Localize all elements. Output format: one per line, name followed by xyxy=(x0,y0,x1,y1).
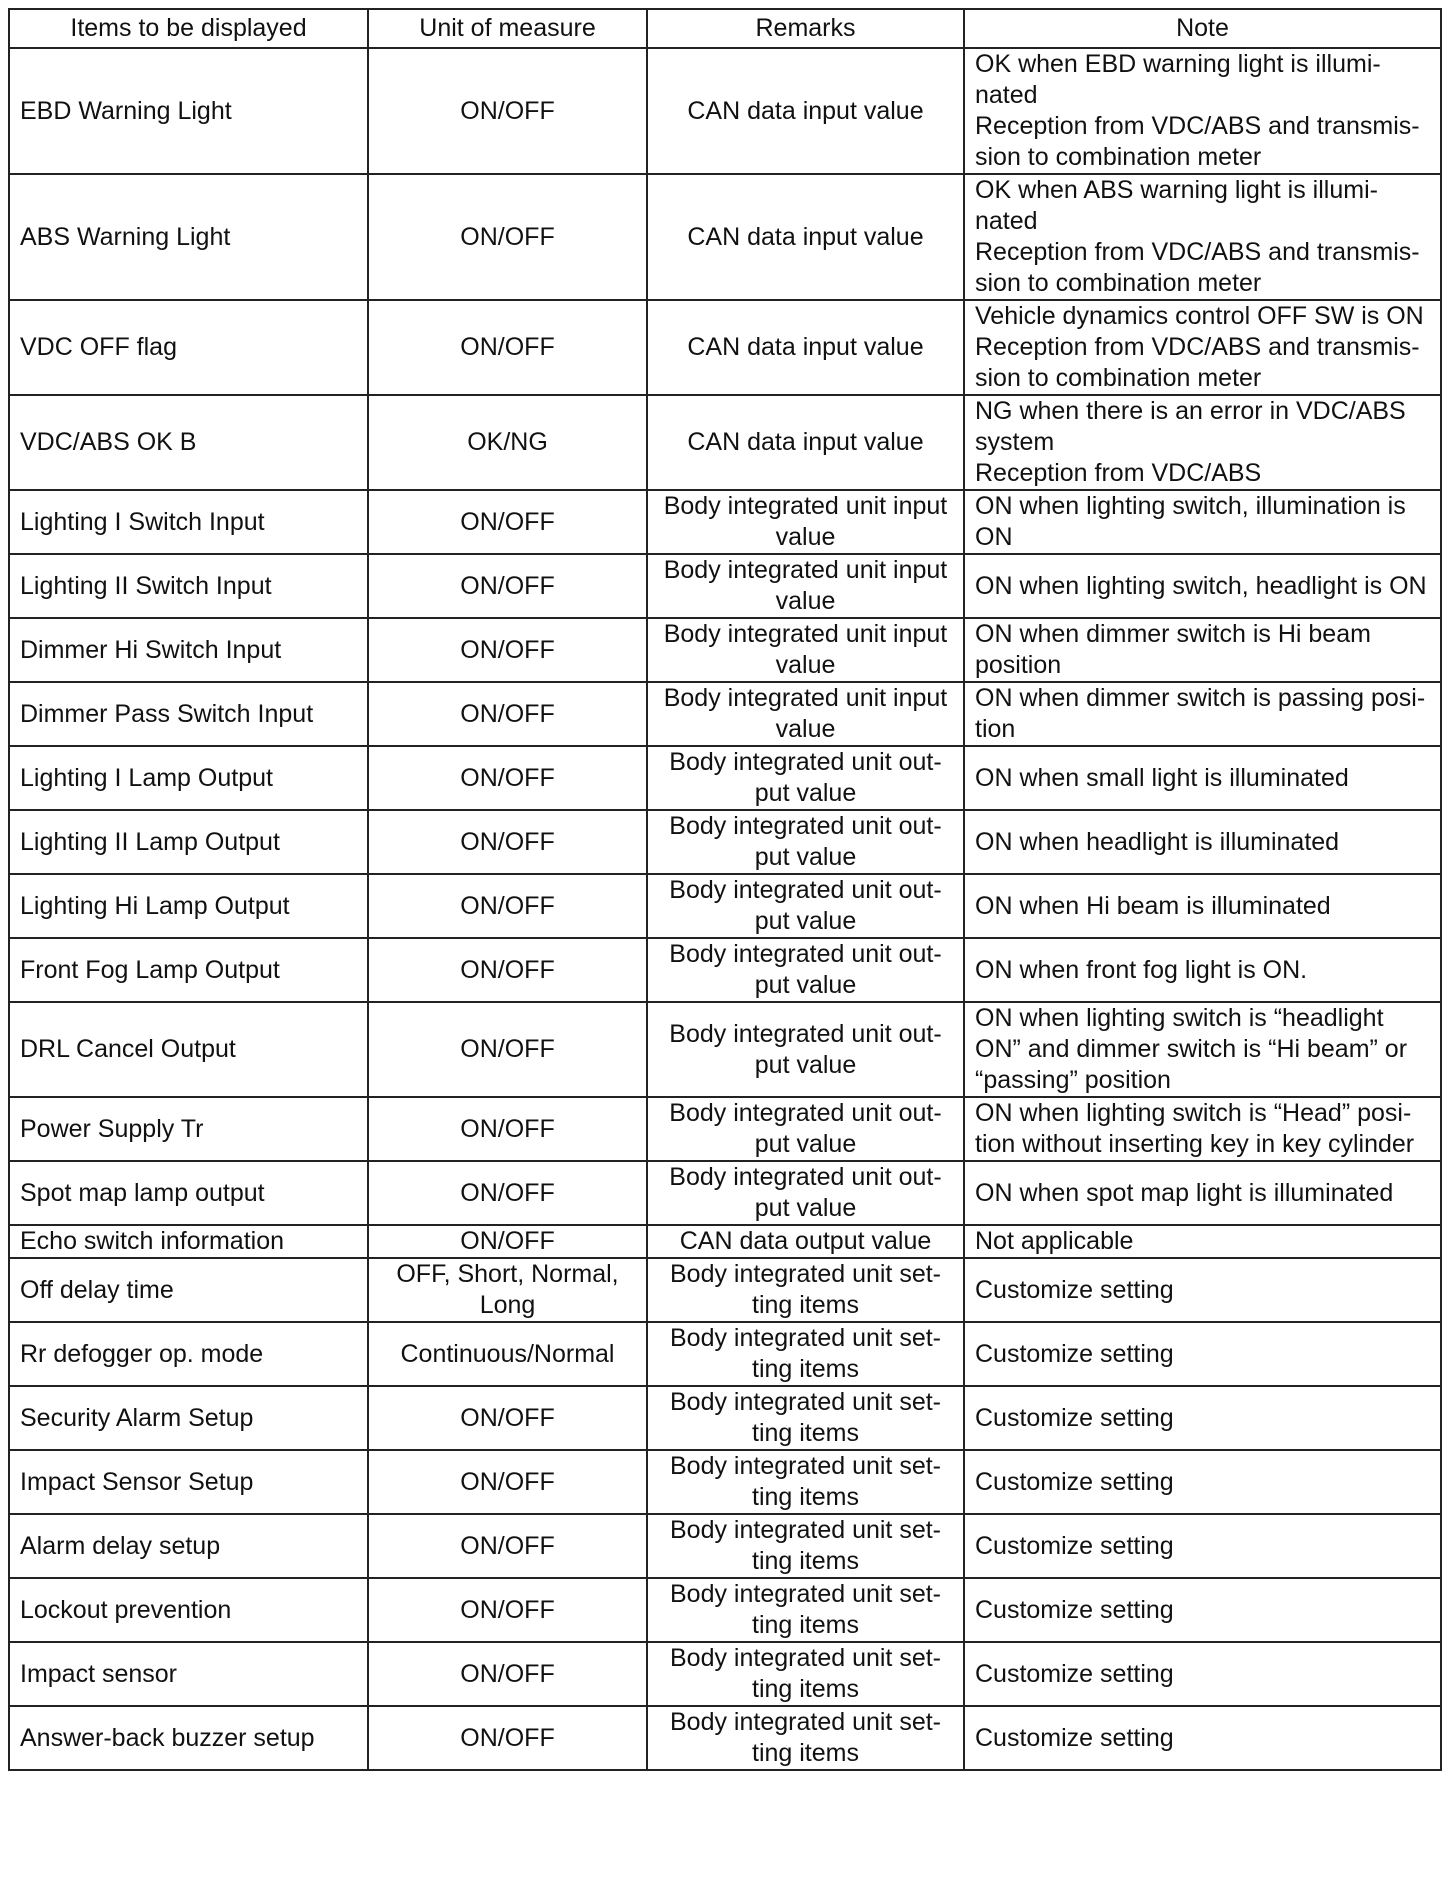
note-line: ON” and dimmer switch is “Hi beam” or xyxy=(975,1035,1408,1063)
cell-unit: ON/OFF xyxy=(368,1097,647,1161)
cell-unit: Continuous/Normal xyxy=(368,1322,647,1386)
cell-remarks: Body integrated unit out-put value xyxy=(647,1002,964,1097)
note-line: Reception from VDC/ABS and transmis- xyxy=(975,238,1420,266)
note-line: system xyxy=(975,428,1055,456)
cell-remarks: Body integrated unit set-ting items xyxy=(647,1322,964,1386)
cell-unit: ON/OFF xyxy=(368,1642,647,1706)
cell-unit: ON/OFF xyxy=(368,490,647,554)
table-row xyxy=(9,1386,1441,1450)
table-header-row xyxy=(9,9,1441,48)
cell-remarks: Body integrated unit out-put value xyxy=(647,1097,964,1161)
note-line: ON when lighting switch is “headlight xyxy=(975,1004,1384,1032)
cell-unit: ON/OFF xyxy=(368,746,647,810)
table-row xyxy=(9,618,1441,682)
cell-note xyxy=(964,1706,1441,1770)
table-row xyxy=(9,746,1441,810)
cell-note xyxy=(964,1002,1441,1097)
cell-note xyxy=(964,1450,1441,1514)
table-row xyxy=(9,48,1441,174)
cell-item: DRL Cancel Output xyxy=(9,1002,368,1097)
cell-item: VDC/ABS OK B xyxy=(9,395,368,490)
cell-item: Spot map lamp output xyxy=(9,1161,368,1225)
cell-item: Lighting I Switch Input xyxy=(9,490,368,554)
cell-note xyxy=(964,810,1441,874)
cell-item: Power Supply Tr xyxy=(9,1097,368,1161)
note-line: ON when spot map light is illuminated xyxy=(975,1178,1394,1207)
cell-note xyxy=(964,48,1441,174)
note-line: OK when EBD warning light is illumi- xyxy=(975,50,1381,78)
note-line: sion to combination meter xyxy=(975,269,1262,297)
table-row xyxy=(9,810,1441,874)
cell-item: Answer-back buzzer setup xyxy=(9,1706,368,1770)
cell-note xyxy=(964,1097,1441,1161)
header-note: Note xyxy=(964,9,1441,48)
cell-unit: ON/OFF xyxy=(368,682,647,746)
note-line: Vehicle dynamics control OFF SW is ON xyxy=(975,302,1424,330)
cell-unit: ON/OFF xyxy=(368,554,647,618)
note-line: Customize setting xyxy=(975,1275,1174,1304)
cell-note xyxy=(964,300,1441,395)
cell-unit: ON/OFF xyxy=(368,1225,647,1258)
table-row xyxy=(9,1706,1441,1770)
cell-remarks: Body integrated unit input value xyxy=(647,682,964,746)
note-line: Customize setting xyxy=(975,1339,1174,1368)
cell-unit: ON/OFF xyxy=(368,1578,647,1642)
cell-remarks: Body integrated unit set-ting items xyxy=(647,1450,964,1514)
cell-unit: ON/OFF xyxy=(368,1514,647,1578)
note-line: Customize setting xyxy=(975,1659,1174,1688)
note-line: ON when small light is illuminated xyxy=(975,763,1349,792)
cell-unit: ON/OFF xyxy=(368,1386,647,1450)
note-line: ON when lighting switch is “Head” posi- xyxy=(975,1099,1412,1127)
header-items-to-be-displayed: Items to be displayed xyxy=(9,9,368,48)
table-row xyxy=(9,1514,1441,1578)
cell-unit: ON/OFF xyxy=(368,174,647,300)
note-line: “passing” position xyxy=(975,1066,1171,1094)
cell-note xyxy=(964,746,1441,810)
note-line: ON when lighting switch, headlight is ON xyxy=(975,571,1427,600)
note-line: tion xyxy=(975,715,1016,743)
cell-note xyxy=(964,1322,1441,1386)
header-unit-of-measure: Unit of measure xyxy=(368,9,647,48)
data-monitor-table-container xyxy=(8,8,1440,1771)
table-row xyxy=(9,395,1441,490)
note-line: Reception from VDC/ABS and transmis- xyxy=(975,333,1420,361)
note-line: ON when headlight is illuminated xyxy=(975,827,1340,856)
note-line: Not applicable xyxy=(975,1227,1134,1255)
note-line: nated xyxy=(975,81,1038,109)
cell-remarks: Body integrated unit out-put value xyxy=(647,874,964,938)
cell-item: Lighting II Switch Input xyxy=(9,554,368,618)
note-line: Reception from VDC/ABS and transmis- xyxy=(975,112,1420,140)
table-row xyxy=(9,1258,1441,1322)
table-row xyxy=(9,1002,1441,1097)
note-line: OK when ABS warning light is illumi- xyxy=(975,176,1378,204)
cell-remarks: Body integrated unit input value xyxy=(647,618,964,682)
table-row xyxy=(9,1161,1441,1225)
cell-item: Echo switch information xyxy=(9,1225,368,1258)
cell-unit: OFF, Short, Normal, Long xyxy=(368,1258,647,1322)
note-line: Customize setting xyxy=(975,1723,1174,1752)
cell-item: Front Fog Lamp Output xyxy=(9,938,368,1002)
cell-note xyxy=(964,174,1441,300)
note-line: ON when dimmer switch is Hi beam xyxy=(975,620,1371,648)
note-line: ON when lighting switch, illumination is xyxy=(975,492,1406,520)
cell-unit: ON/OFF xyxy=(368,938,647,1002)
cell-remarks: CAN data input value xyxy=(647,48,964,174)
table-body xyxy=(9,48,1441,1770)
note-line: NG when there is an error in VDC/ABS xyxy=(975,397,1406,425)
cell-item: Alarm delay setup xyxy=(9,1514,368,1578)
table-row xyxy=(9,682,1441,746)
cell-remarks: Body integrated unit out-put value xyxy=(647,810,964,874)
cell-note xyxy=(964,938,1441,1002)
cell-remarks: Body integrated unit input value xyxy=(647,554,964,618)
table-row xyxy=(9,1225,1441,1258)
cell-remarks: CAN data output value xyxy=(647,1225,964,1258)
note-line: Customize setting xyxy=(975,1467,1174,1496)
note-line: ON when front fog light is ON. xyxy=(975,955,1308,984)
cell-note xyxy=(964,1225,1441,1258)
table-row xyxy=(9,874,1441,938)
table-row xyxy=(9,938,1441,1002)
cell-item: Lighting Hi Lamp Output xyxy=(9,874,368,938)
cell-unit: ON/OFF xyxy=(368,810,647,874)
cell-item: Off delay time xyxy=(9,1258,368,1322)
note-line: position xyxy=(975,651,1062,679)
cell-remarks: Body integrated unit set-ting items xyxy=(647,1258,964,1322)
cell-unit: ON/OFF xyxy=(368,48,647,174)
table-row xyxy=(9,1322,1441,1386)
cell-unit: ON/OFF xyxy=(368,618,647,682)
cell-unit: ON/OFF xyxy=(368,1706,647,1770)
cell-item: Lighting I Lamp Output xyxy=(9,746,368,810)
cell-unit: ON/OFF xyxy=(368,1450,647,1514)
cell-unit: OK/NG xyxy=(368,395,647,490)
cell-item: Lighting II Lamp Output xyxy=(9,810,368,874)
cell-remarks: Body integrated unit set-ting items xyxy=(647,1578,964,1642)
cell-note xyxy=(964,874,1441,938)
cell-note xyxy=(964,1386,1441,1450)
cell-note xyxy=(964,1642,1441,1706)
cell-note xyxy=(964,395,1441,490)
cell-remarks: Body integrated unit set-ting items xyxy=(647,1642,964,1706)
note-line: Customize setting xyxy=(975,1595,1174,1624)
cell-remarks: CAN data input value xyxy=(647,395,964,490)
cell-unit: ON/OFF xyxy=(368,300,647,395)
cell-remarks: Body integrated unit out-put value xyxy=(647,938,964,1002)
cell-item: Dimmer Pass Switch Input xyxy=(9,682,368,746)
cell-item: ABS Warning Light xyxy=(9,174,368,300)
cell-remarks: Body integrated unit input value xyxy=(647,490,964,554)
table-row xyxy=(9,1578,1441,1642)
cell-note xyxy=(964,682,1441,746)
note-line: ON xyxy=(975,523,1013,551)
cell-item: Impact sensor xyxy=(9,1642,368,1706)
cell-remarks: Body integrated unit set-ting items xyxy=(647,1514,964,1578)
cell-item: Security Alarm Setup xyxy=(9,1386,368,1450)
note-line: Customize setting xyxy=(975,1531,1174,1560)
note-line: ON when dimmer switch is passing posi- xyxy=(975,684,1426,712)
table-row xyxy=(9,174,1441,300)
cell-item: Impact Sensor Setup xyxy=(9,1450,368,1514)
cell-note xyxy=(964,618,1441,682)
cell-note xyxy=(964,1258,1441,1322)
cell-note xyxy=(964,490,1441,554)
table-row xyxy=(9,490,1441,554)
table-row xyxy=(9,300,1441,395)
header-remarks: Remarks xyxy=(647,9,964,48)
note-line: sion to combination meter xyxy=(975,143,1262,171)
cell-remarks: CAN data input value xyxy=(647,300,964,395)
cell-item: Lockout prevention xyxy=(9,1578,368,1642)
cell-remarks: CAN data input value xyxy=(647,174,964,300)
table-row xyxy=(9,1642,1441,1706)
cell-note xyxy=(964,1161,1441,1225)
cell-unit: ON/OFF xyxy=(368,1161,647,1225)
note-line: nated xyxy=(975,207,1038,235)
cell-note xyxy=(964,1514,1441,1578)
cell-remarks: Body integrated unit set-ting items xyxy=(647,1386,964,1450)
note-line: ON when Hi beam is illuminated xyxy=(975,891,1331,920)
table-row xyxy=(9,1097,1441,1161)
note-line: sion to combination meter xyxy=(975,364,1262,392)
cell-note xyxy=(964,554,1441,618)
cell-remarks: Body integrated unit out-put value xyxy=(647,746,964,810)
table-row xyxy=(9,554,1441,618)
note-line: Reception from VDC/ABS xyxy=(975,459,1262,487)
cell-remarks: Body integrated unit set-ting items xyxy=(647,1706,964,1770)
data-monitor-table xyxy=(8,8,1442,1771)
cell-item: VDC OFF flag xyxy=(9,300,368,395)
cell-item: Dimmer Hi Switch Input xyxy=(9,618,368,682)
note-line: Customize setting xyxy=(975,1403,1174,1432)
note-line: tion without inserting key in key cylinder xyxy=(975,1130,1415,1158)
cell-remarks: Body integrated unit out-put value xyxy=(647,1161,964,1225)
cell-note xyxy=(964,1578,1441,1642)
cell-item: Rr defogger op. mode xyxy=(9,1322,368,1386)
cell-unit: ON/OFF xyxy=(368,874,647,938)
cell-item: EBD Warning Light xyxy=(9,48,368,174)
cell-unit: ON/OFF xyxy=(368,1002,647,1097)
table-row xyxy=(9,1450,1441,1514)
